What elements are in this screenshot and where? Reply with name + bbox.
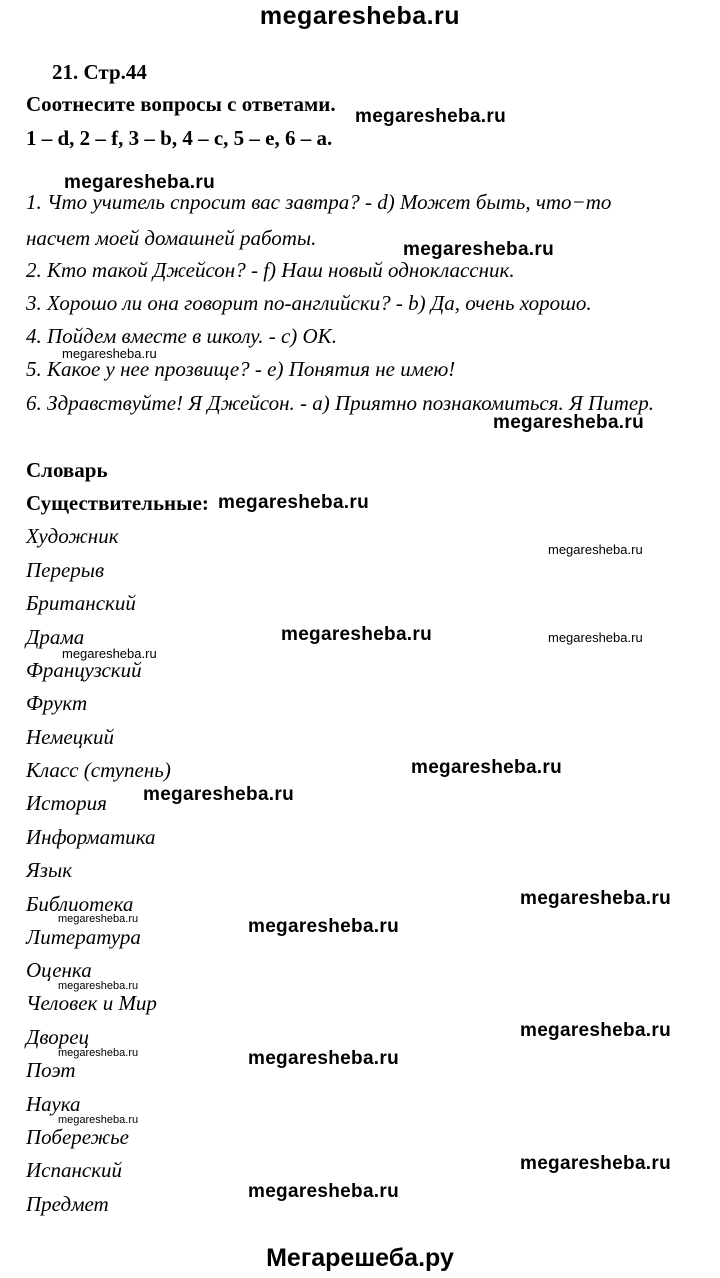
exercise-instruction: Соотнесите вопросы с ответами. [26,92,336,116]
site-footer: Мегарешеба.ру [266,1244,454,1272]
watermark: megaresheba.ru [411,757,562,778]
exercise-line: 6. Здравствуйте! Я Джейсон. - a) Приятно познакомиться. Я Питер. [26,391,654,415]
vocabulary-word: Наука [26,1092,81,1116]
vocabulary-word: Немецкий [26,725,115,749]
watermark: megaresheba.ru [403,239,554,260]
vocabulary-word: Испанский [26,1158,123,1182]
watermark: megaresheba.ru [520,1020,671,1041]
watermark: megaresheba.ru [58,1047,139,1059]
watermark: megaresheba.ru [62,646,157,661]
vocabulary-word: Библиотека [26,892,134,916]
vocabulary-section: Существительные: [26,491,209,515]
vocabulary-word: Французский [26,658,142,682]
watermark: megaresheba.ru [218,492,369,513]
vocabulary-word: Британский [26,591,136,615]
exercise-line: насчет моей домашней работы. [26,226,317,250]
vocabulary-title: Словарь [26,458,108,482]
exercise-title: 21. Стр.44 [52,60,147,84]
site-header: megaresheba.ru [259,2,461,30]
watermark: megaresheba.ru [248,1181,399,1202]
vocabulary-word: Язык [26,858,73,882]
watermark: megaresheba.ru [62,346,157,361]
watermark: megaresheba.ru [520,1153,671,1174]
answers-key: 1 – d, 2 – f, 3 – b, 4 – c, 5 – e, 6 – a. [26,126,333,150]
vocabulary-word: Поэт [26,1058,76,1082]
vocabulary-word: Человек и Мир [26,991,157,1015]
vocabulary-word: История [26,791,107,815]
vocabulary-word: Перерыв [26,558,105,582]
watermark: megaresheba.ru [64,172,215,193]
watermark: megaresheba.ru [58,980,139,992]
vocabulary-word: Оценка [26,958,92,982]
vocabulary-word: Литература [26,925,141,949]
watermark: megaresheba.ru [355,106,506,127]
vocabulary-word: Класс (ступень) [26,758,171,782]
exercise-line: 4. Пойдем вместе в школу. - c) OK. [26,324,337,348]
vocabulary-word: Художник [26,524,119,548]
watermark: megaresheba.ru [248,1048,399,1069]
exercise-line: 1. Что учитель спросит вас завтра? - d) Может быть, что−то [26,190,612,214]
exercise-line: 3. Хорошо ли она говорит по-английски? - b) Да, очень хорошо. [26,291,592,315]
watermark: megaresheba.ru [248,916,399,937]
exercise-line: 5. Какое у нее прозвище? - e) Понятия не имею! [26,357,456,381]
watermark: megaresheba.ru [143,784,294,805]
vocabulary-word: Фрукт [26,691,88,715]
watermark: megaresheba.ru [58,1114,139,1126]
vocabulary-word: Драма [26,625,85,649]
watermark: megaresheba.ru [548,542,643,557]
exercise-line: 2. Кто такой Джейсон? - f) Наш новый одноклассник. [26,258,515,282]
watermark: megaresheba.ru [58,913,139,925]
vocabulary-word: Побережье [26,1125,129,1149]
vocabulary-word: Информатика [26,825,156,849]
watermark: megaresheba.ru [281,624,432,645]
watermark: megaresheba.ru [520,888,671,909]
vocabulary-word: Предмет [26,1192,109,1216]
watermark: megaresheba.ru [493,412,644,433]
vocabulary-word: Дворец [26,1025,90,1049]
watermark: megaresheba.ru [548,630,643,645]
